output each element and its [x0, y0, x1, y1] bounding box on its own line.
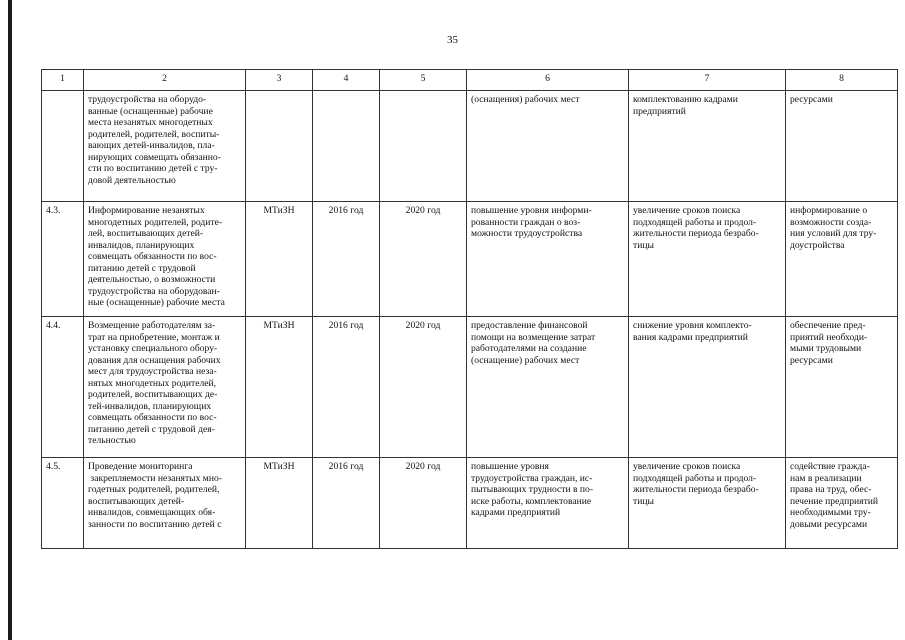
column-header: 5	[380, 70, 467, 91]
responsible-cell	[246, 91, 313, 202]
table-row	[42, 91, 898, 202]
non-implementation-consequence-cell: увеличение сроков поиска подходящей работы и продол- жительности периода безрабо- тицы	[629, 202, 786, 317]
measure-cell: Проведение мониторинга закрепляемости незанятых мно- годетных родителей, родителей, воспитывающих детей- инвалидов, совмещающих обя- занности по воспитанию детей с	[84, 458, 246, 549]
column-header: 6	[467, 70, 629, 91]
non-implementation-consequence-cell: увеличение сроков поиска подходящей работы и продол- жительности периода безрабо- тицы	[629, 458, 786, 549]
row-number-cell: 4.3.	[42, 202, 84, 317]
start-year-cell: 2016 год	[313, 202, 380, 317]
end-year-cell	[380, 91, 467, 202]
column-header: 3	[246, 70, 313, 91]
start-year-cell: 2016 год	[313, 458, 380, 549]
measure-cell: Возмещение работодателям за- трат на приобретение, монтаж и установку специального обору- дования для оснащения рабочих мест для трудоустройства неза- нятых многодетных родителей, родителей, воспитывающих де- тей-инвалидов, планирующих совмещать обязанности по вос- питанию детей с трудовой дея- тельностью	[84, 317, 246, 458]
column-header: 8	[786, 70, 898, 91]
column-header: 1	[42, 70, 84, 91]
end-year-cell: 2020 год	[380, 317, 467, 458]
indicator-impact-cell: информирование о возможности созда- ния условий для тру- доустройства	[786, 202, 898, 317]
page-number: 35	[447, 34, 458, 46]
measures-table	[41, 69, 898, 549]
table-header-row	[42, 70, 898, 91]
column-header: 4	[313, 70, 380, 91]
expected-result-cell: повышение уровня информи- рованности граждан о воз- можности трудоустройства	[467, 202, 629, 317]
column-header: 7	[629, 70, 786, 91]
indicator-impact-cell: содействие гражда- нам в реализации права на труд, обес- печение предприятий необходимыми тру- довыми ресурсами	[786, 458, 898, 549]
end-year-cell: 2020 год	[380, 202, 467, 317]
end-year-cell: 2020 год	[380, 458, 467, 549]
start-year-cell	[313, 91, 380, 202]
expected-result-cell: повышение уровня трудоустройства граждан, ис- пытывающих трудности в по- иске работы, комплектование кадрами предприятий	[467, 458, 629, 549]
non-implementation-consequence-cell: комплектованию кадрами предприятий	[629, 91, 786, 202]
expected-result-cell: (оснащения) рабочих мест	[467, 91, 629, 202]
row-number-cell	[42, 91, 84, 202]
responsible-cell: МТиЗН	[246, 458, 313, 549]
table-row	[42, 458, 898, 549]
row-number-cell: 4.5.	[42, 458, 84, 549]
scan-edge-bar	[8, 0, 12, 640]
expected-result-cell: предоставление финансовой помощи на возмещение затрат работодателями на создание (оснащение) рабочих мест	[467, 317, 629, 458]
column-header: 2	[84, 70, 246, 91]
responsible-cell: МТиЗН	[246, 317, 313, 458]
indicator-impact-cell: ресурсами	[786, 91, 898, 202]
measure-cell: Информирование незанятых многодетных родителей, родите- лей, воспитывающих детей- инвалидов, планирующих совмещать обязанности по вос- питанию детей с трудовой деятельностью, о возможности трудоустройства на оборудован- ные (оснащенные) рабочие места	[84, 202, 246, 317]
indicator-impact-cell: обеспечение пред- приятий необходи- мыми трудовыми ресурсами	[786, 317, 898, 458]
table-row	[42, 202, 898, 317]
start-year-cell: 2016 год	[313, 317, 380, 458]
responsible-cell: МТиЗН	[246, 202, 313, 317]
row-number-cell: 4.4.	[42, 317, 84, 458]
non-implementation-consequence-cell: снижение уровня комплекто- вания кадрами предприятий	[629, 317, 786, 458]
table-row	[42, 317, 898, 458]
measure-cell: трудоустройства на оборудо- ванные (оснащенные) рабочие места незанятых многодетных родителей, родителей, воспиты- вающих детей-инвалидов, пла- нирующих совмещать обязанно- сти по воспитанию детей с тру- довой деятельностью	[84, 91, 246, 202]
